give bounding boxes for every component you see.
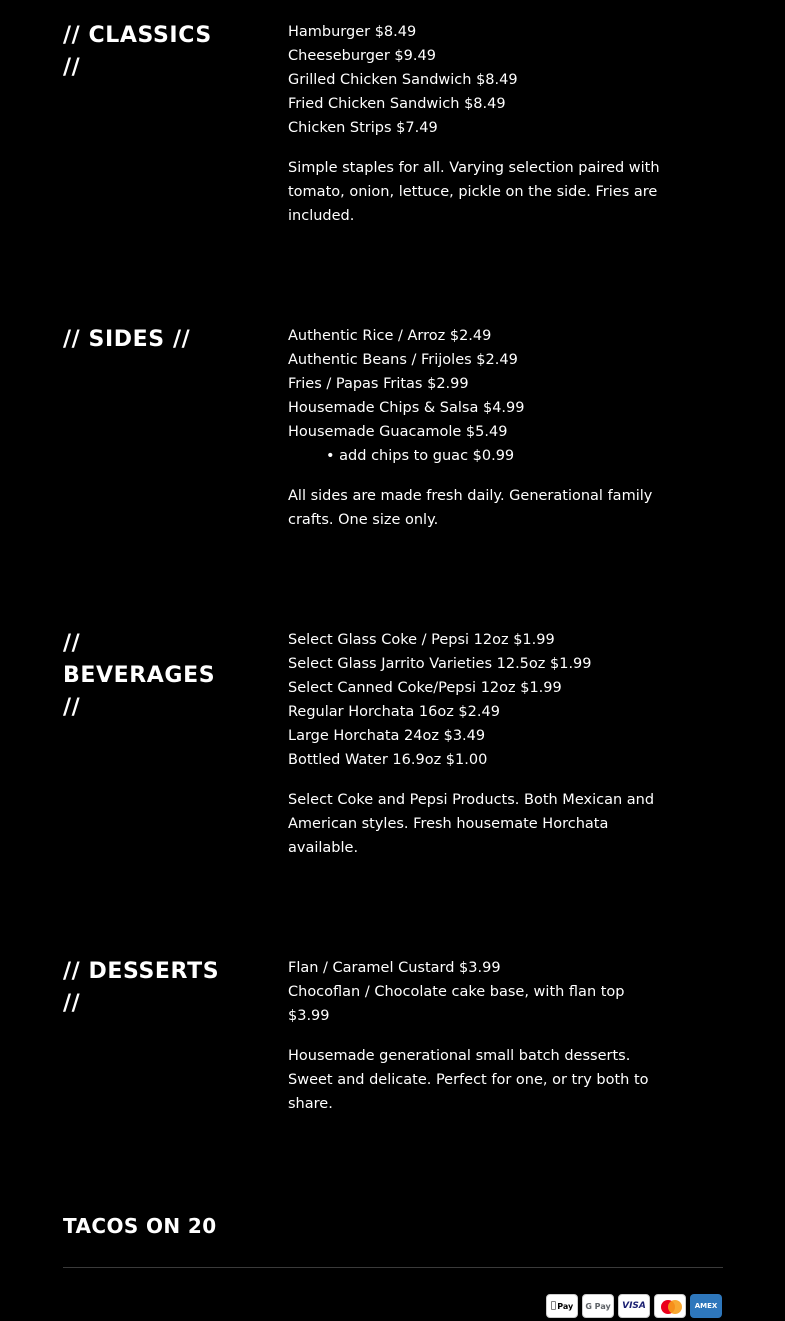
menu-item: Large Horchata 24oz $3.49 — [288, 728, 486, 744]
menu-item: Select Glass Jarrito Varieties 12.5oz $1.99 — [288, 656, 592, 672]
section-description: Select Coke and Pepsi Products. Both Mexican and American styles. Fresh housemate Horchata available. — [288, 792, 655, 856]
menu-item: Bottled Water 16.9oz $1.00 — [288, 752, 488, 768]
section-title: // DESSERTS // — [63, 959, 220, 1016]
apple-pay-icon — [546, 1294, 578, 1318]
menu-item: Housemade Chips & Salsa $4.99 — [288, 400, 525, 416]
menu-item: Chocoflan / Chocolate cake base, with flan top $3.99 — [288, 984, 625, 1024]
apple-pay-label: Pay — [554, 1301, 571, 1311]
section-title: // CLASSICS // — [63, 23, 212, 80]
menu-item: Hamburger $8.49 — [288, 24, 417, 40]
menu-item: Grilled Chicken Sandwich $8.49 — [288, 72, 518, 88]
section-body — [288, 20, 663, 228]
section-description: Simple staples for all. Varying selection paired with tomato, onion, lettuce, pickle on the side. Fries are included. — [288, 160, 660, 224]
amex-label: AMEX — [694, 1302, 718, 1310]
visa-icon — [618, 1294, 650, 1318]
amex-icon — [690, 1294, 722, 1318]
footer-divider — [63, 1267, 723, 1268]
menu-item: Select Canned Coke/Pepsi 12oz $1.99 — [288, 680, 562, 696]
menu-item-list — [288, 628, 663, 772]
section-body — [288, 628, 663, 860]
menu-item: Cheeseburger $9.49 — [288, 48, 436, 64]
section-description: All sides are made fresh daily. Generational family crafts. One size only. — [288, 488, 653, 528]
menu-item: Fried Chicken Sandwich $8.49 — [288, 96, 506, 112]
menu-subitem: • add chips to guac $0.99 — [326, 448, 515, 464]
menu-item: Authentic Beans / Frijoles $2.49 — [288, 352, 518, 368]
menu-item-list — [288, 20, 663, 140]
menu-item: Fries / Papas Fritas $2.99 — [288, 376, 469, 392]
payment-methods — [546, 1294, 722, 1318]
menu-item: Authentic Rice / Arroz $2.49 — [288, 328, 492, 344]
menu-item: Housemade Guacamole $5.49 — [288, 424, 508, 440]
menu-item-list — [288, 324, 663, 468]
menu-item-list — [288, 956, 663, 1028]
footer-brand[interactable]: TACOS ON 20 — [63, 1214, 217, 1238]
visa-label: VISA — [622, 1301, 646, 1311]
google-pay-icon — [582, 1294, 614, 1318]
section-title: // SIDES // — [63, 327, 191, 352]
menu-item: Flan / Caramel Custard $3.99 — [288, 960, 501, 976]
menu-item: Select Glass Coke / Pepsi 12oz $1.99 — [288, 632, 555, 648]
menu-item: Chicken Strips $7.49 — [288, 120, 438, 136]
section-description: Housemade generational small batch desserts. Sweet and delicate. Perfect for one, or try both to share. — [288, 1048, 649, 1112]
mastercard-icon — [654, 1294, 686, 1318]
section-title: // BEVERAGES // — [63, 631, 216, 720]
menu-item: Regular Horchata 16oz $2.49 — [288, 704, 500, 720]
google-pay-label: G Pay — [585, 1301, 611, 1311]
section-body — [288, 324, 663, 532]
section-body — [288, 956, 663, 1116]
